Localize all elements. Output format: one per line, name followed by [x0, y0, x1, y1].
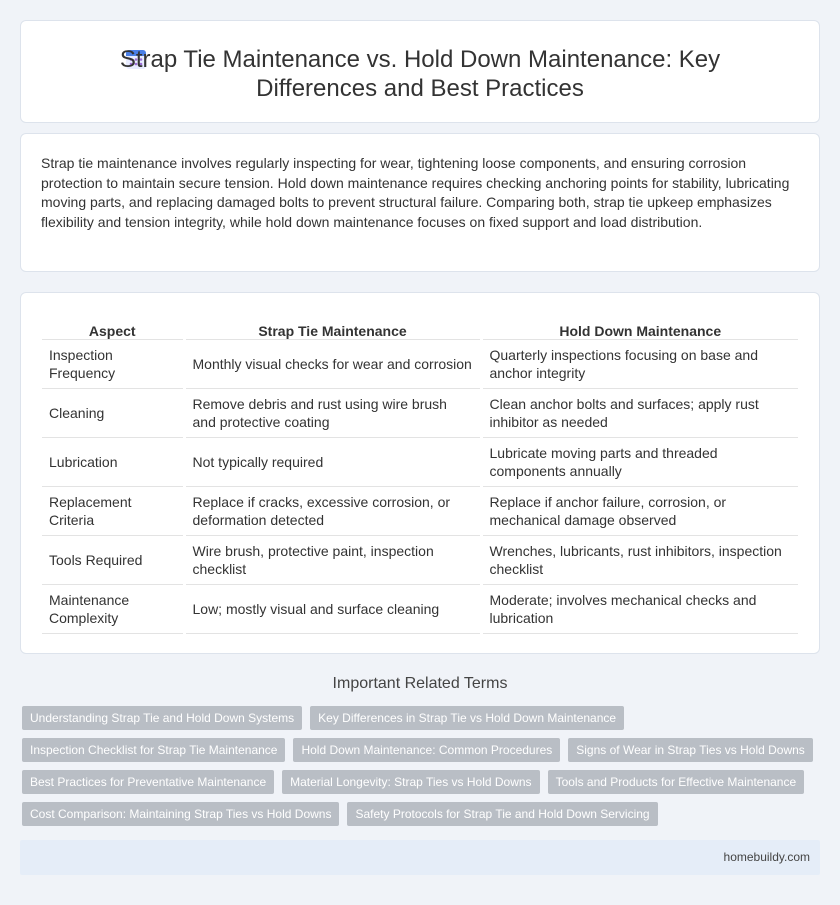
cell-strap-tie: Monthly visual checks for wear and corrosion: [184, 339, 481, 388]
intro-text: Strap tie maintenance involves regularly inspecting for wear, tightening loose components, and ensuring corrosion protection to maintain secure tension. Hold down maintenance requires checking anchoring points for stability, lubricating moving parts, and replacing damaged bolts to prevent structural failure. Comparing both, strap tie upkeep emphasizes flexibility and tension integrity, while hold down maintenance focuses on fixed support and load distribution.: [41, 155, 790, 230]
cell-hold-down: Replace if anchor failure, corrosion, or mechanical damage observed: [481, 486, 798, 535]
cell-hold-down: Moderate; involves mechanical checks and lubrication: [481, 584, 798, 633]
related-term-link[interactable]: Safety Protocols for Strap Tie and Hold Down Servicing: [347, 802, 657, 826]
column-header-hold-down: Hold Down Maintenance: [481, 317, 798, 339]
tag-row: [22, 802, 822, 826]
related-term-link[interactable]: Tools and Products for Effective Maintenance: [548, 770, 805, 794]
related-term-link[interactable]: Inspection Checklist for Strap Tie Maintenance: [22, 738, 285, 762]
table-row: [42, 437, 798, 486]
related-term-link[interactable]: Hold Down Maintenance: Common Procedures: [293, 738, 560, 762]
related-term-link[interactable]: Signs of Wear in Strap Ties vs Hold Downs: [568, 738, 813, 762]
table-row: [42, 388, 798, 437]
cell-strap-tie: Low; mostly visual and surface cleaning: [184, 584, 481, 633]
tag-row: [22, 770, 822, 794]
comparison-table-card: [20, 292, 820, 654]
cell-strap-tie: Replace if cracks, excessive corrosion, or deformation detected: [184, 486, 481, 535]
column-header-aspect: Aspect: [42, 317, 184, 339]
cell-aspect: Cleaning: [42, 388, 184, 437]
table-row: [42, 486, 798, 535]
related-term-link[interactable]: Best Practices for Preventative Maintenance: [22, 770, 274, 794]
comparison-table: [42, 317, 798, 634]
column-header-strap-tie: Strap Tie Maintenance: [184, 317, 481, 339]
related-term-link[interactable]: Cost Comparison: Maintaining Strap Ties vs Hold Downs: [22, 802, 339, 826]
cell-aspect: Tools Required: [42, 535, 184, 584]
cell-hold-down: Wrenches, lubricants, rust inhibitors, inspection checklist: [481, 535, 798, 584]
table-row: [42, 584, 798, 633]
cell-aspect: Lubrication: [42, 437, 184, 486]
cell-aspect: Inspection Frequency: [42, 339, 184, 388]
cell-aspect: Replacement Criteria: [42, 486, 184, 535]
table-row: [42, 535, 798, 584]
cell-strap-tie: Wire brush, protective paint, inspection checklist: [184, 535, 481, 584]
related-terms-heading: Important Related Terms: [332, 675, 508, 692]
header-card: [20, 20, 820, 123]
tag-row: [22, 738, 822, 762]
related-term-link[interactable]: Understanding Strap Tie and Hold Down Systems: [22, 706, 302, 730]
page-title: Strap Tie Maintenance vs. Hold Down Maintenance: Key Differences and Best Practices: [119, 46, 721, 102]
table-header-row: [42, 317, 798, 339]
related-term-link[interactable]: Material Longevity: Strap Ties vs Hold Downs: [282, 770, 539, 794]
related-terms-list: [22, 706, 822, 834]
cell-hold-down: Quarterly inspections focusing on base and anchor integrity: [481, 339, 798, 388]
cell-strap-tie: Not typically required: [184, 437, 481, 486]
cell-strap-tie: Remove debris and rust using wire brush and protective coating: [184, 388, 481, 437]
footer: [20, 840, 820, 875]
cell-hold-down: Clean anchor bolts and surfaces; apply rust inhibitor as needed: [481, 388, 798, 437]
tag-row: [22, 706, 822, 730]
intro-card: [20, 133, 820, 272]
cell-aspect: Maintenance Complexity: [42, 584, 184, 633]
related-term-link[interactable]: Key Differences in Strap Tie vs Hold Down Maintenance: [310, 706, 624, 730]
table-row: [42, 339, 798, 388]
cell-hold-down: Lubricate moving parts and threaded components annually: [481, 437, 798, 486]
footer-site: homebuildy.com: [723, 850, 810, 864]
